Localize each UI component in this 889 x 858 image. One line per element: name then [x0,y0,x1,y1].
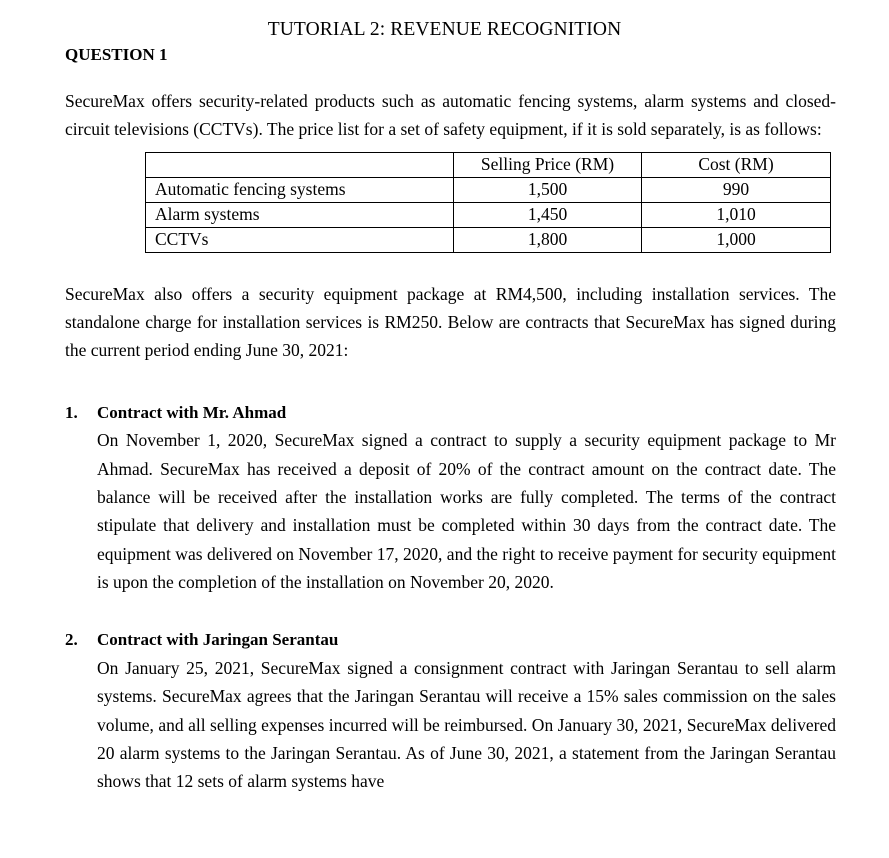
cell-item-name: Automatic fencing systems [146,177,454,202]
contract-title: Contract with Mr. Ahmad [97,402,287,422]
table-row [146,227,831,252]
contract-body: On November 1, 2020, SecureMax signed a contract to supply a security equipment package to Mr Ahmad. SecureMax has received a deposit of 20% of the contract amount on the contract date. The balance will be received after the installation works are fully completed. The terms of the contract stipulate that delivery and installation must be completed within 30 days from the contract date. The equipment was delivered on November 17, 2020, and the right to receive payment for security equipment is upon the completion of the installation on November 20, 2020. [97,430,836,593]
question-heading: QUESTION 1 [65,45,168,64]
contract-body: On January 25, 2021, SecureMax signed a consignment contract with Jaringan Serantau to sell alarm systems. SecureMax agrees that the Jaringan Serantau will receive a 15% sales commission on the sales volume, and all selling expenses incurred will be reimbursed. On January 30, 2021, SecureMax delivered 20 alarm systems to the Jaringan Serantau. As of June 30, 2021, a statement from the Jaringan Serantau shows that 12 sets of alarm systems have [97,657,836,792]
document-content [65,0,836,796]
cell-item-name: CCTVs [146,227,454,252]
contract-list [65,365,836,796]
list-item-number: 1. [65,402,78,422]
price-table-head [146,152,831,177]
intro-paragraph: SecureMax offers security-related products such as automatic fencing systems, alarm systems and closed-circuit televisions (CCTVs). The price list for a set of safety equipment, if it is sold separately, is as follows: [65,91,836,140]
cell-cost: 1,000 [642,227,831,252]
document-title: TUTORIAL 2: REVENUE RECOGNITION [267,19,622,40]
column-header-cost: Cost (RM) [642,152,831,177]
cell-selling-price: 1,500 [454,177,642,202]
cell-selling-price: 1,800 [454,227,642,252]
list-item-number: 2. [65,630,78,650]
price-table-body [146,177,831,252]
cell-item-name: Alarm systems [146,202,454,227]
table-header-row [146,152,831,177]
price-table [145,152,831,253]
column-header-selling-price: Selling Price (RM) [454,152,642,177]
price-table-container [65,144,836,253]
table-row [146,202,831,227]
contract-title: Contract with Jaringan Serantau [97,630,339,650]
list-item [65,399,836,597]
cell-selling-price: 1,450 [454,202,642,227]
column-header-item [146,152,454,177]
cell-cost: 990 [642,177,831,202]
cell-cost: 1,010 [642,202,831,227]
list-item [65,596,836,795]
package-paragraph: SecureMax also offers a security equipment package at RM4,500, including installation services. The standalone charge for installation services is RM250. Below are contracts that SecureMax has signed during the current period ending June 30, 2021: [65,283,836,361]
table-row [146,177,831,202]
